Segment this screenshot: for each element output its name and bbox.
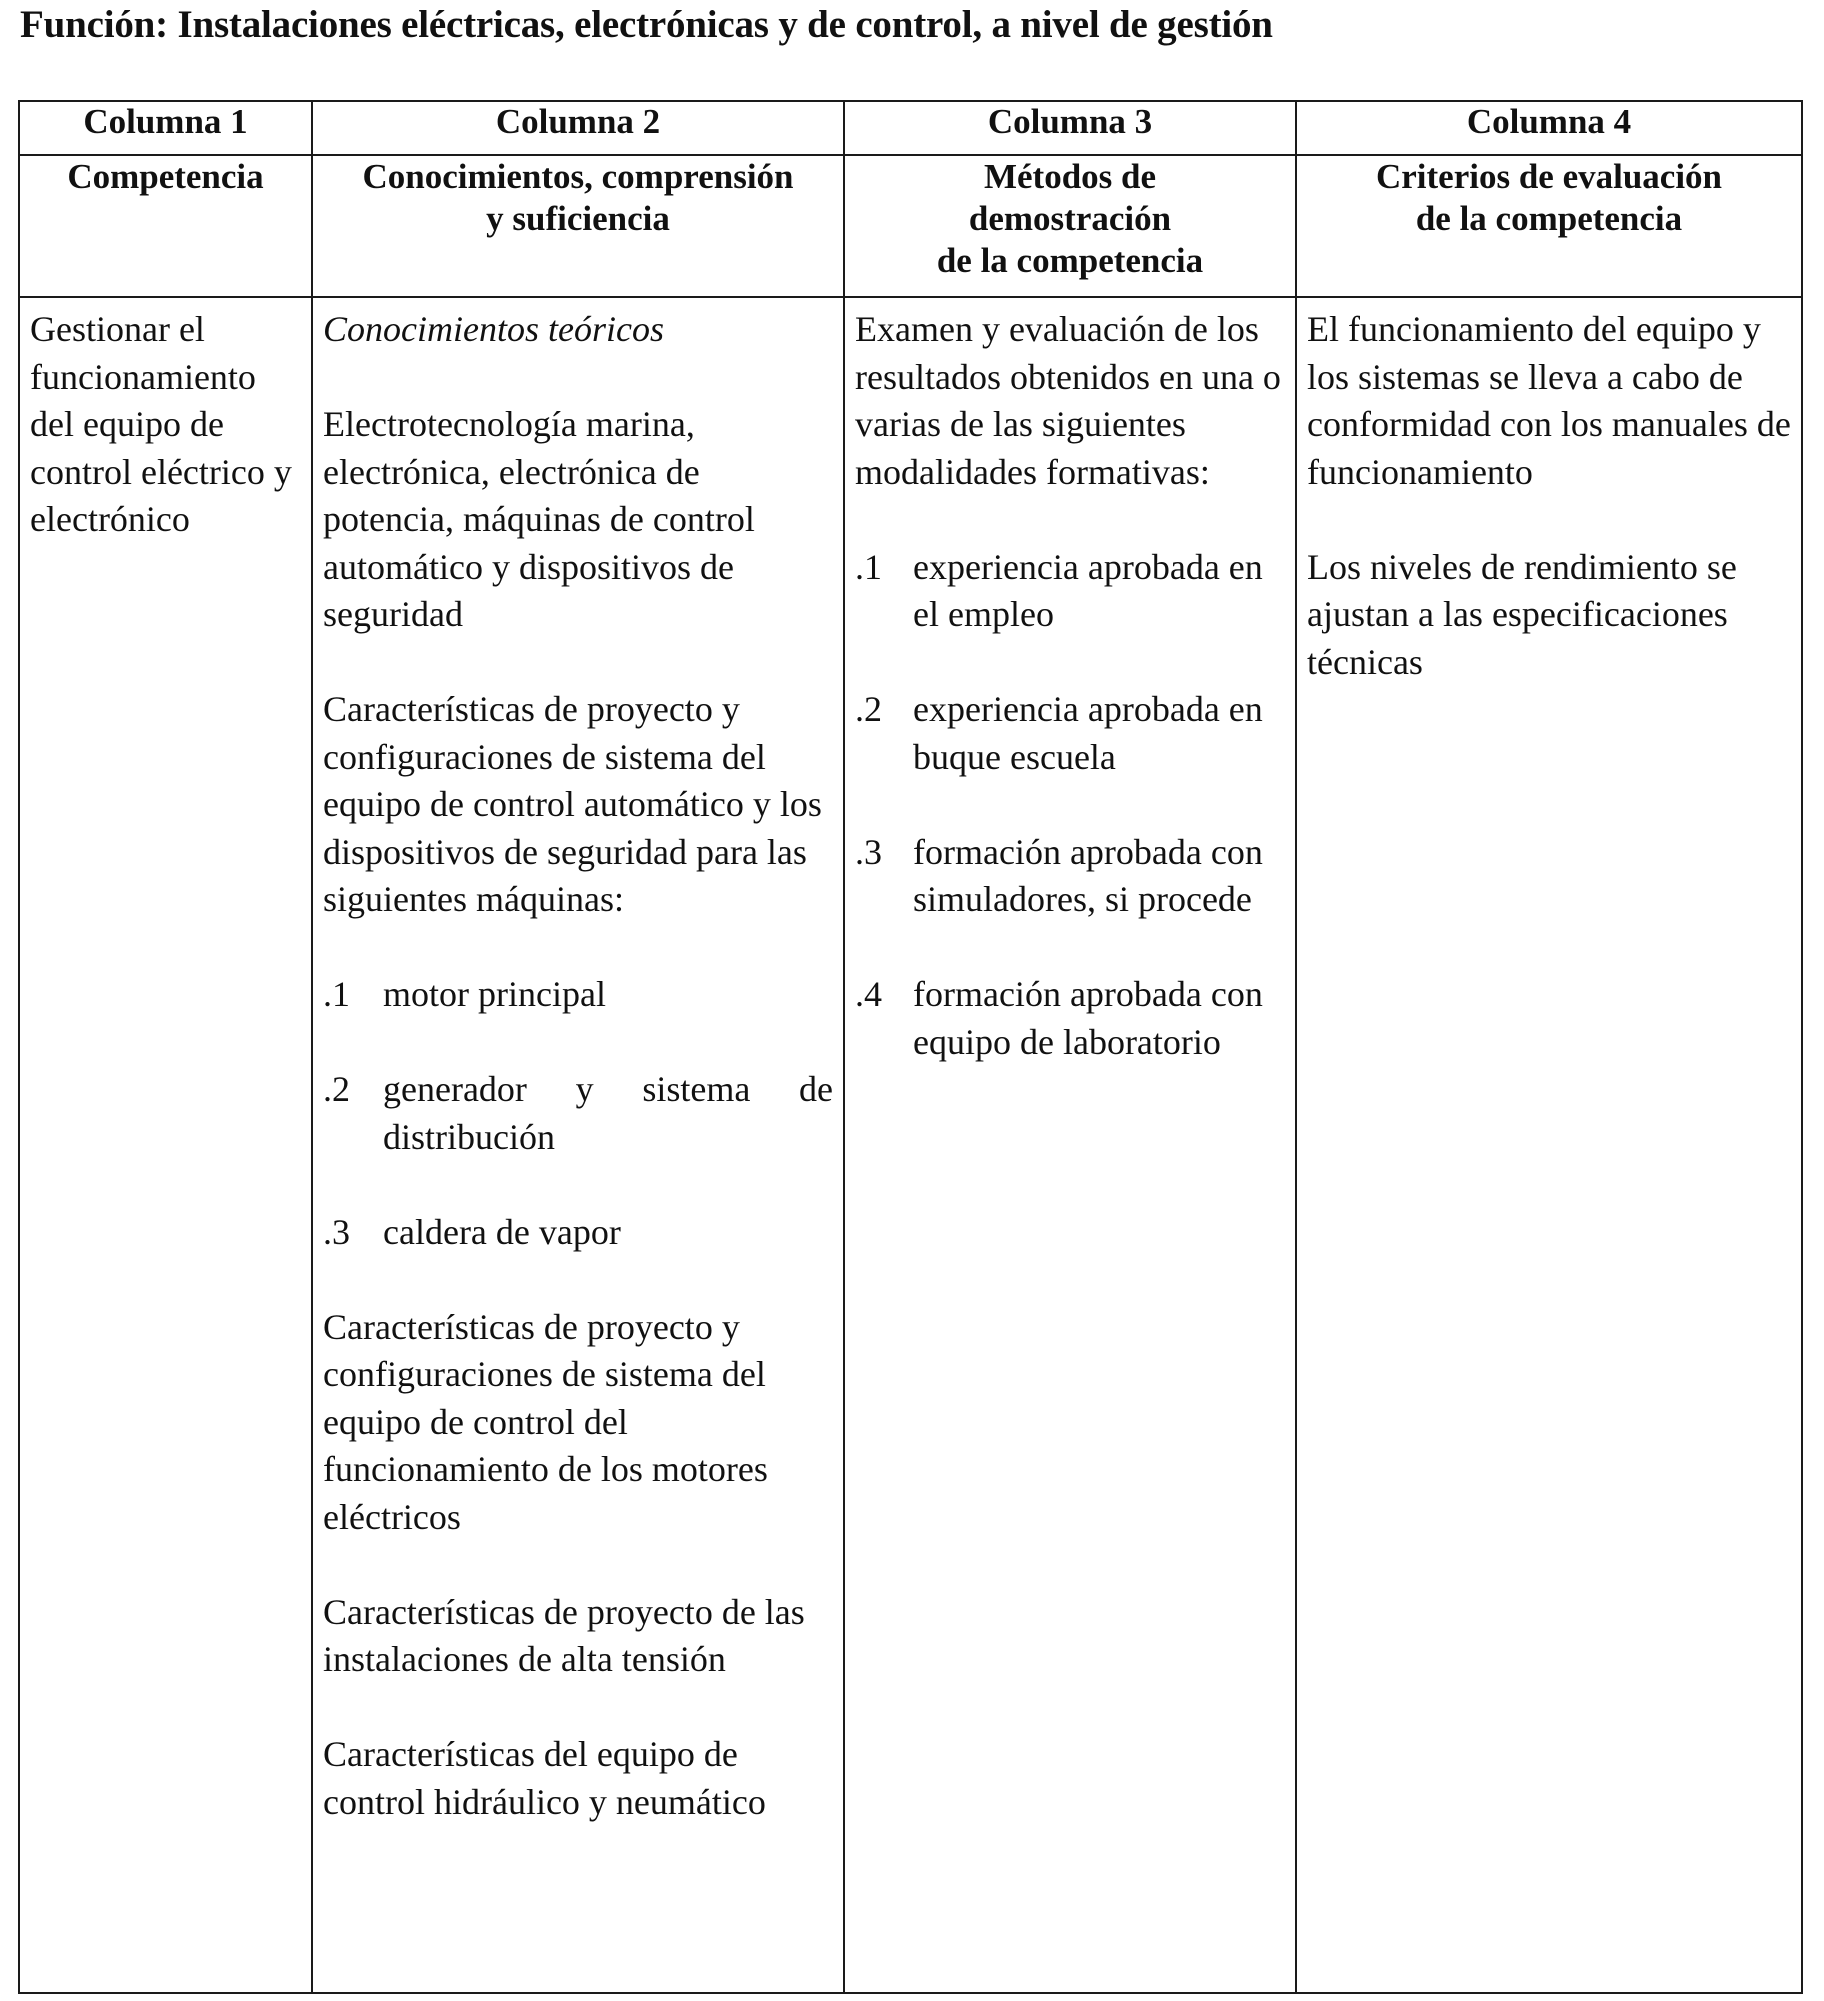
list-item-number: .2 (323, 1069, 350, 1109)
content-row (19, 297, 1802, 1993)
competence-cell (19, 297, 312, 1993)
criteria-paragraph: El funcionamiento del equipo y los sistemas se lleva a cabo de conformidad con los manuales de funcionamiento (1307, 309, 1791, 492)
list-item (323, 971, 833, 1019)
knowledge-paragraph: Características de proyecto y configuraciones de sistema del equipo de control del funcionamiento de los motores eléctricos (323, 1306, 768, 1537)
heading-line: de la competencia (1415, 199, 1683, 238)
knowledge-paragraph: Características de proyecto de las instalaciones de alta tensión (323, 1591, 805, 1679)
list-item (323, 1209, 833, 1257)
list-item-number: .2 (855, 689, 882, 729)
list-item-number: .3 (323, 1211, 350, 1252)
list-item-text: caldera de vapor (383, 1211, 621, 1252)
list-item-text: formación aprobada con equipo de laboratorio (913, 974, 1263, 1062)
competence-text: Gestionar el funcionamiento del equipo de control eléctrico y electrónico (30, 309, 292, 539)
column-heading-row (19, 155, 1802, 297)
list-item (323, 1066, 833, 1161)
column-3-heading (844, 155, 1296, 297)
list-item-number: .1 (855, 546, 882, 587)
methods-intro: Examen y evaluación de los resultados obtenidos en una o varias de las siguientes modalidades formativas: (855, 309, 1281, 492)
list-item (855, 971, 1285, 1066)
list-item-number: .3 (855, 831, 882, 872)
knowledge-paragraph: Electrotecnología marina, electrónica, electrónica de potencia, máquinas de control automático y dispositivos de seguridad (323, 404, 755, 634)
column-2-heading (312, 155, 844, 297)
knowledge-paragraph: Características de proyecto y configuraciones de sistema del equipo de control automático y los dispositivos de seguridad para las siguientes máquinas: (323, 689, 822, 919)
heading-line: de la competencia (936, 241, 1204, 280)
competence-table (18, 100, 1803, 1994)
methods-cell (844, 297, 1296, 1993)
heading-line: Métodos de (983, 157, 1157, 196)
list-item (855, 544, 1285, 639)
knowledge-paragraph: Características del equipo de control hidráulico y neumático (323, 1734, 766, 1822)
page-title: Función: Instalaciones eléctricas, electrónicas y de control, a nivel de gestión (20, 3, 1273, 46)
list-item-text: motor principal (383, 974, 606, 1014)
list-item (855, 829, 1285, 924)
heading-line: Conocimientos, comprensión (362, 157, 794, 196)
list-item (855, 686, 1285, 781)
heading-line: Competencia (67, 157, 264, 196)
column-1-number: Columna 1 (19, 101, 312, 155)
column-3-number: Columna 3 (844, 101, 1296, 155)
list-item-number: .1 (323, 974, 350, 1014)
heading-line: Criterios de evaluación (1375, 157, 1723, 196)
list-item-number: .4 (855, 974, 882, 1014)
knowledge-cell (312, 297, 844, 1993)
column-number-row (19, 101, 1802, 155)
column-2-number: Columna 2 (312, 101, 844, 155)
heading-line: demostración (968, 199, 1172, 238)
criteria-cell (1296, 297, 1802, 1993)
list-item-text: formación aprobada con simuladores, si procede (913, 831, 1263, 919)
criteria-paragraph: Los niveles de rendimiento se ajustan a las especificaciones técnicas (1307, 546, 1737, 682)
column-1-heading (19, 155, 312, 297)
column-4-number: Columna 4 (1296, 101, 1802, 155)
knowledge-subtitle: Conocimientos teóricos (323, 309, 664, 349)
list-item-text: experiencia aprobada en el empleo (913, 546, 1263, 634)
list-item-text: experiencia aprobada en buque escuela (913, 689, 1263, 777)
list-item-text: generador y sistema de distribución (383, 1069, 833, 1157)
heading-line: y suficiencia (486, 199, 670, 238)
column-4-heading (1296, 155, 1802, 297)
